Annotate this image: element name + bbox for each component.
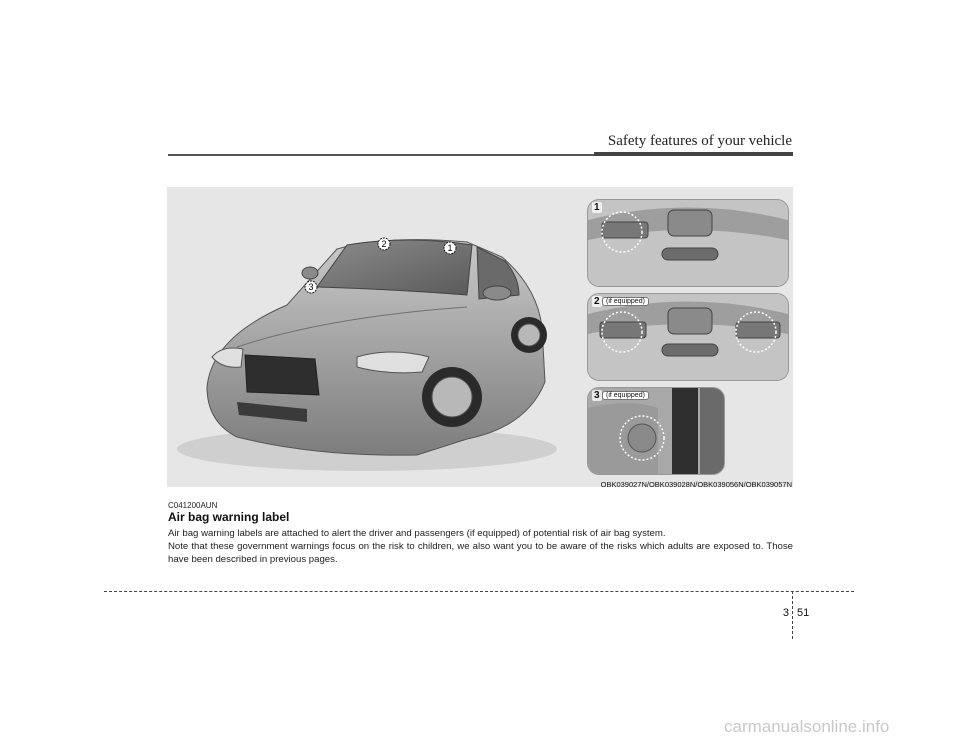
section-title: Air bag warning label: [168, 510, 290, 524]
page-number: 51: [797, 607, 810, 619]
inset-pillar-label: [587, 387, 725, 475]
callout-3-label: 3: [308, 282, 314, 292]
paragraph-2: Note that these government warnings focus on the risk to children, we also want you to be aware of the risks which adults are exposed to. Those have been described in previous pages.: [168, 541, 793, 565]
inset-3-illustration: [588, 388, 724, 474]
callout-2: [378, 238, 390, 250]
page-header-title: Safety features of your vehicle: [607, 133, 792, 149]
side-mirror: [302, 267, 318, 279]
callout-2-label: 2: [381, 239, 387, 249]
callout-1-label: 1: [447, 243, 453, 253]
paragraph-1: Air bag warning labels are attached to alert the driver and passengers (if equipped) of potential risk of air bag system.: [168, 528, 666, 539]
inset-3-tag: (if equipped): [602, 391, 649, 400]
front-rim: [432, 377, 472, 417]
callout-1: [444, 242, 456, 254]
rear-rim: [518, 324, 540, 346]
callout-3: [305, 281, 317, 293]
inset-sunvisor-driver: [587, 199, 789, 287]
right-headlight: [357, 352, 429, 373]
section-code: C041200AUN: [168, 501, 218, 510]
airbag-label-figure: [167, 187, 793, 487]
inset-sunvisor-both: [587, 293, 789, 381]
footer-divider: [792, 591, 793, 639]
passenger-mirror: [483, 286, 511, 300]
car-grille: [245, 355, 319, 395]
inset-1-illustration: [588, 200, 788, 286]
inset-2-illustration: [588, 294, 788, 380]
inset-1-number: 1: [594, 202, 600, 213]
inset-2-number: 2: [594, 296, 600, 307]
inset-3-number: 3: [594, 390, 600, 401]
footer-rule: [104, 591, 854, 592]
watermark: carmanualsonline.info: [724, 717, 890, 736]
inset-2-tag: (if equipped): [602, 297, 649, 306]
header-rule-accent: [594, 152, 793, 156]
chapter-number: 3: [782, 607, 789, 619]
figure-caption: OBK039027N/OBK039028N/OBK039056N/OBK039057N: [600, 480, 792, 489]
